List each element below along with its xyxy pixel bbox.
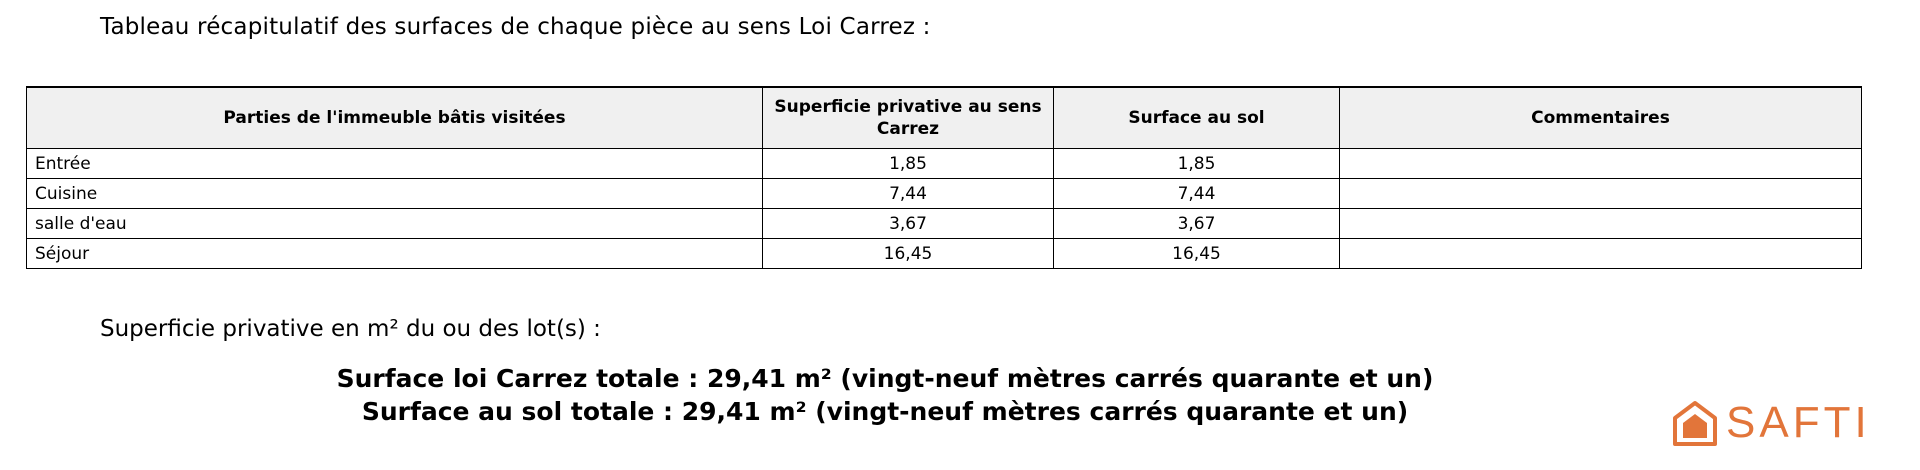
cell-carrez: 1,85	[763, 149, 1054, 179]
page-heading: Tableau récapitulatif des surfaces de chaque pièce au sens Loi Carrez :	[100, 14, 931, 40]
table-row	[27, 209, 1862, 239]
cell-carrez: 7,44	[763, 179, 1054, 209]
subheading: Superficie privative en m² du ou des lot(s) :	[100, 316, 601, 342]
total-carrez: Surface loi Carrez totale : 29,41 m² (vingt-neuf mètres carrés quarante et un)	[336, 364, 1434, 393]
cell-piece: Entrée	[27, 149, 763, 179]
cell-commentaire	[1340, 149, 1862, 179]
totals-block	[0, 362, 1920, 428]
cell-carrez: 3,67	[763, 209, 1054, 239]
cell-commentaire	[1340, 239, 1862, 269]
table-row	[27, 179, 1862, 209]
total-sol: Surface au sol totale : 29,41 m² (vingt-neuf mètres carrés quarante et un)	[361, 397, 1409, 426]
table-row	[27, 149, 1862, 179]
house-icon	[1672, 400, 1718, 446]
cell-piece: Séjour	[27, 239, 763, 269]
surfaces-table	[26, 86, 1862, 269]
safti-logo	[1672, 398, 1871, 448]
cell-carrez: 16,45	[763, 239, 1054, 269]
logo-text: SAFTI	[1726, 398, 1871, 447]
cell-sol: 1,85	[1054, 149, 1340, 179]
cell-sol: 16,45	[1054, 239, 1340, 269]
cell-sol: 7,44	[1054, 179, 1340, 209]
table-header-row	[27, 87, 1862, 149]
cell-sol: 3,67	[1054, 209, 1340, 239]
cell-piece: salle d'eau	[27, 209, 763, 239]
table-row	[27, 239, 1862, 269]
cell-piece: Cuisine	[27, 179, 763, 209]
header-commentaires: Commentaires	[1340, 87, 1862, 149]
header-surface-sol: Surface au sol	[1054, 87, 1340, 149]
header-superficie-carrez: Superficie privative au sens Carrez	[763, 87, 1054, 149]
header-parties: Parties de l'immeuble bâtis visitées	[27, 87, 763, 149]
cell-commentaire	[1340, 209, 1862, 239]
cell-commentaire	[1340, 179, 1862, 209]
